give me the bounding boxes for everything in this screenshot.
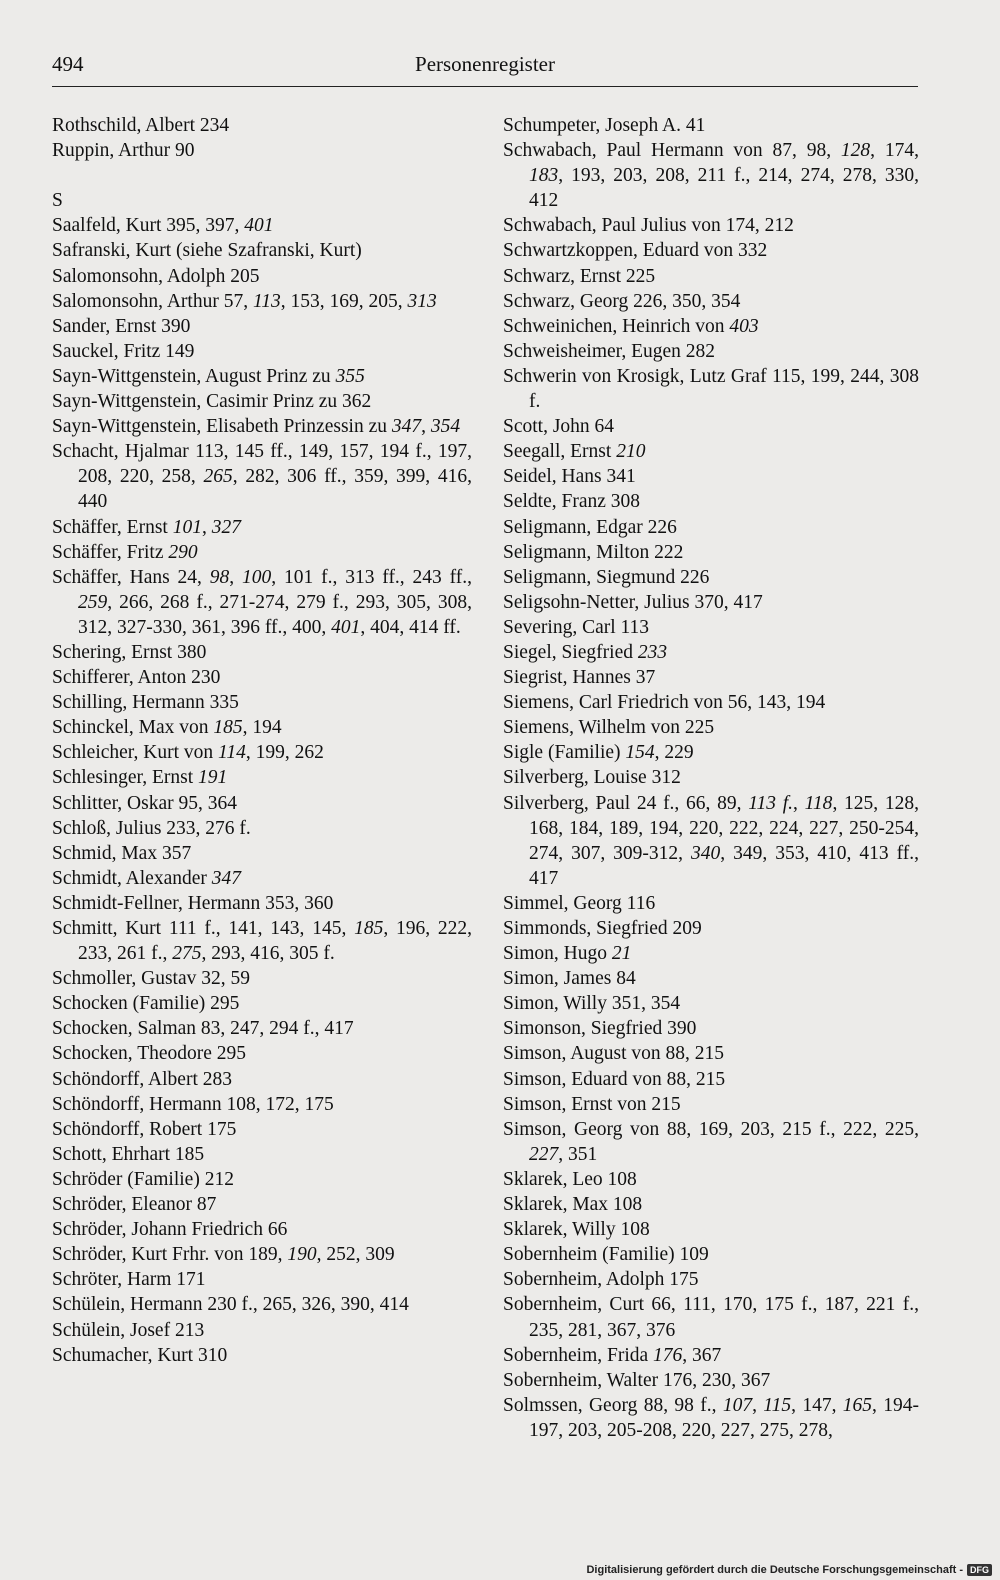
index-entry: Schmidt-Fellner, Hermann 353, 360 <box>52 892 334 914</box>
index-entry: Sobernheim, Adolph 175 <box>503 1269 699 1291</box>
index-entry: Simon, Willy 351, 354 <box>503 993 681 1015</box>
index-entry: Simson, Eduard von 88, 215 <box>503 1068 726 1090</box>
index-entry: Seligsohn-Netter, Julius 370, 417 <box>503 591 763 613</box>
index-entry: Schröder, Johann Friedrich 66 <box>52 1219 288 1241</box>
index-entry: Siemens, Carl Friedrich von 56, 143, 194 <box>503 692 826 714</box>
index-entry: Schifferer, Anton 230 <box>52 667 221 689</box>
index-entry: Sobernheim (Familie) 109 <box>503 1244 709 1266</box>
index-entry: Siegrist, Hannes 37 <box>503 667 656 689</box>
index-entry: Schäffer, Ernst 101, 327 <box>52 516 241 538</box>
index-entry: Schlesinger, Ernst 191 <box>52 767 228 789</box>
index-entry: Schülein, Hermann 230 f., 265, 326, 390, 414 <box>52 1294 409 1316</box>
index-entry: Schocken, Theodore 295 <box>52 1043 247 1065</box>
index-entry: Simon, James 84 <box>503 968 636 990</box>
index-entry: Simmonds, Siegfried 209 <box>503 918 702 939</box>
index-entry: Simson, Georg von 88, 169, 203, 215 f., 222, 225, 227, 351 <box>503 1118 919 1165</box>
index-entry: Scott, John 64 <box>503 416 615 438</box>
index-entry: Seligmann, Milton 222 <box>503 541 684 563</box>
dfg-logo: DFG <box>967 1564 992 1576</box>
index-entry: Schäffer, Fritz 290 <box>52 541 198 563</box>
index-entry: Sander, Ernst 390 <box>52 315 191 337</box>
index-entry: Schöndorff, Hermann 108, 172, 175 <box>52 1093 334 1115</box>
index-entry: Rothschild, Albert 234 <box>52 115 230 136</box>
index-entry: Schöndorff, Albert 283 <box>52 1068 232 1090</box>
index-entry: Salomonsohn, Adolph 205 <box>52 265 260 287</box>
index-entry: Sayn-Wittgenstein, Casimir Prinz zu 362 <box>52 391 372 413</box>
index-entry: Seldte, Franz 308 <box>503 491 641 513</box>
index-entry: Schülein, Josef 213 <box>52 1319 205 1341</box>
index-entry: Schumacher, Kurt 310 <box>52 1344 228 1366</box>
page-header <box>52 52 918 87</box>
footer-credit <box>586 1564 992 1576</box>
index-entry: Sauckel, Fritz 149 <box>52 340 195 362</box>
index-entry: Schering, Ernst 380 <box>52 641 207 663</box>
index-column-right <box>503 113 919 1443</box>
index-entry: Severing, Carl 113 <box>503 616 650 638</box>
index-entry: Sklarek, Leo 108 <box>503 1168 637 1190</box>
index-entry: Schöndorff, Robert 175 <box>52 1118 237 1140</box>
index-entry: Sobernheim, Frida 176, 367 <box>503 1344 722 1366</box>
index-entry: Schwarz, Georg 226, 350, 354 <box>503 290 741 312</box>
index-entry: Sayn-Wittgenstein, Elisabeth Prinzessin zu 347, 354 <box>52 416 461 438</box>
index-entry: Seegall, Ernst 210 <box>503 441 646 463</box>
index-entry: Simon, Hugo 21 <box>503 943 632 965</box>
index-entry: Schröder (Familie) 212 <box>52 1168 234 1190</box>
index-entry: Schwabach, Paul Julius von 174, 212 <box>503 215 794 237</box>
index-entry: Schweisheimer, Eugen 282 <box>503 340 716 362</box>
index-entry: Schwabach, Paul Hermann von 87, 98, 128, 174, 183, 193, 203, 208, 211 f., 214, 274, 278, 330, 412 <box>503 140 919 212</box>
index-entry: Schilling, Hermann 335 <box>52 692 239 714</box>
index-entry: Schlitter, Oskar 95, 364 <box>52 792 237 814</box>
index-entry: Ruppin, Arthur 90 <box>52 140 195 162</box>
index-entry: Solmssen, Georg 88, 98 f., 107, 115, 147, 165, 194-197, 203, 205-208, 220, 227, 275, 278, <box>503 1394 920 1441</box>
index-entry: Silverberg, Paul 24 f., 66, 89, 113 f., 118, 125, 128, 168, 184, 189, 194, 220, 222, 224, 227, 250-254, 274, 307, 309-312, 340, 349, 353, 410, 413 ff., 417 <box>503 792 920 889</box>
index-entry: Salomonsohn, Arthur 57, 113, 153, 169, 205, 313 <box>52 290 437 312</box>
index-entry: Schmidt, Alexander 347 <box>52 867 242 889</box>
index-entry: Schröder, Kurt Frhr. von 189, 190, 252, 309 <box>52 1244 395 1266</box>
index-entry: Sigle (Familie) 154, 229 <box>503 742 694 764</box>
index-entry: Schocken, Salman 83, 247, 294 f., 417 <box>52 1018 354 1040</box>
index-entry: Schmid, Max 357 <box>52 842 192 864</box>
index-entry: Schloß, Julius 233, 276 f. <box>52 817 251 839</box>
index-entry: Simson, August von 88, 215 <box>503 1043 725 1065</box>
index-entry: Sobernheim, Walter 176, 230, 367 <box>503 1369 771 1391</box>
index-entry: Sobernheim, Curt 66, 111, 170, 175 f., 187, 221 f., 235, 281, 367, 376 <box>503 1294 919 1341</box>
index-entry: Schinckel, Max von 185, 194 <box>52 717 282 739</box>
section-letter: S <box>52 190 63 212</box>
section-gap <box>52 163 472 188</box>
index-entry: Schott, Ehrhart 185 <box>52 1143 205 1165</box>
index-entry: Sayn-Wittgenstein, August Prinz zu 355 <box>52 365 365 387</box>
index-entry: Schacht, Hjalmar 113, 145 ff., 149, 157, 194 f., 197, 208, 220, 258, 265, 282, 306 ff., 359, 399, 416, 440 <box>52 441 472 513</box>
index-entry: Seidel, Hans 341 <box>503 466 636 488</box>
index-entry: Silverberg, Louise 312 <box>503 767 681 789</box>
index-entry: Schmoller, Gustav 32, 59 <box>52 968 250 990</box>
index-entry: Seligmann, Edgar 226 <box>503 516 677 538</box>
index-entry: Sklarek, Max 108 <box>503 1194 643 1216</box>
index-entry: Schleicher, Kurt von 114, 199, 262 <box>52 742 324 764</box>
index-entry: Schröter, Harm 171 <box>52 1269 206 1291</box>
index-entry: Simmel, Georg 116 <box>503 892 656 914</box>
index-entry: Siemens, Wilhelm von 225 <box>503 717 715 739</box>
running-title: Personenregister <box>415 52 555 76</box>
index-entry: Simson, Ernst von 215 <box>503 1093 681 1115</box>
index-entry: Schwarz, Ernst 225 <box>503 265 656 287</box>
index-entry: Schweinichen, Heinrich von 403 <box>503 315 759 337</box>
index-entry: Seligmann, Siegmund 226 <box>503 566 710 588</box>
index-entry: Schäffer, Hans 24, 98, 100, 101 f., 313 ff., 243 ff., 259, 266, 268 f., 271-274, 279 f., 293, 305, 308, 312, 327-330, 361, 396 ff., 400, 401, 404, 414 ff. <box>52 566 473 638</box>
index-entry: Saalfeld, Kurt 395, 397, 401 <box>52 215 274 237</box>
index-entry: Safranski, Kurt (siehe Szafranski, Kurt) <box>52 240 362 262</box>
index-column-left <box>52 113 472 1368</box>
footer-text: Digitalisierung gefördert durch die Deutsche Forschungsgemeinschaft - <box>586 1564 963 1576</box>
index-entry: Schmitt, Kurt 111 f., 141, 143, 145, 185, 196, 222, 233, 261 f., 275, 293, 416, 305 f. <box>52 918 473 965</box>
index-entry: Schwerin von Krosigk, Lutz Graf 115, 199, 244, 308 f. <box>503 365 919 413</box>
index-entry: Sklarek, Willy 108 <box>503 1219 650 1241</box>
index-entry: Schumpeter, Joseph A. 41 <box>503 115 706 136</box>
index-entry: Schocken (Familie) 295 <box>52 993 240 1015</box>
index-entry: Schwartzkoppen, Eduard von 332 <box>503 240 768 262</box>
page-number: 494 <box>52 52 84 76</box>
index-entry: Siegel, Siegfried 233 <box>503 641 668 663</box>
index-entry: Simonson, Siegfried 390 <box>503 1018 697 1040</box>
index-entry: Schröder, Eleanor 87 <box>52 1194 217 1216</box>
